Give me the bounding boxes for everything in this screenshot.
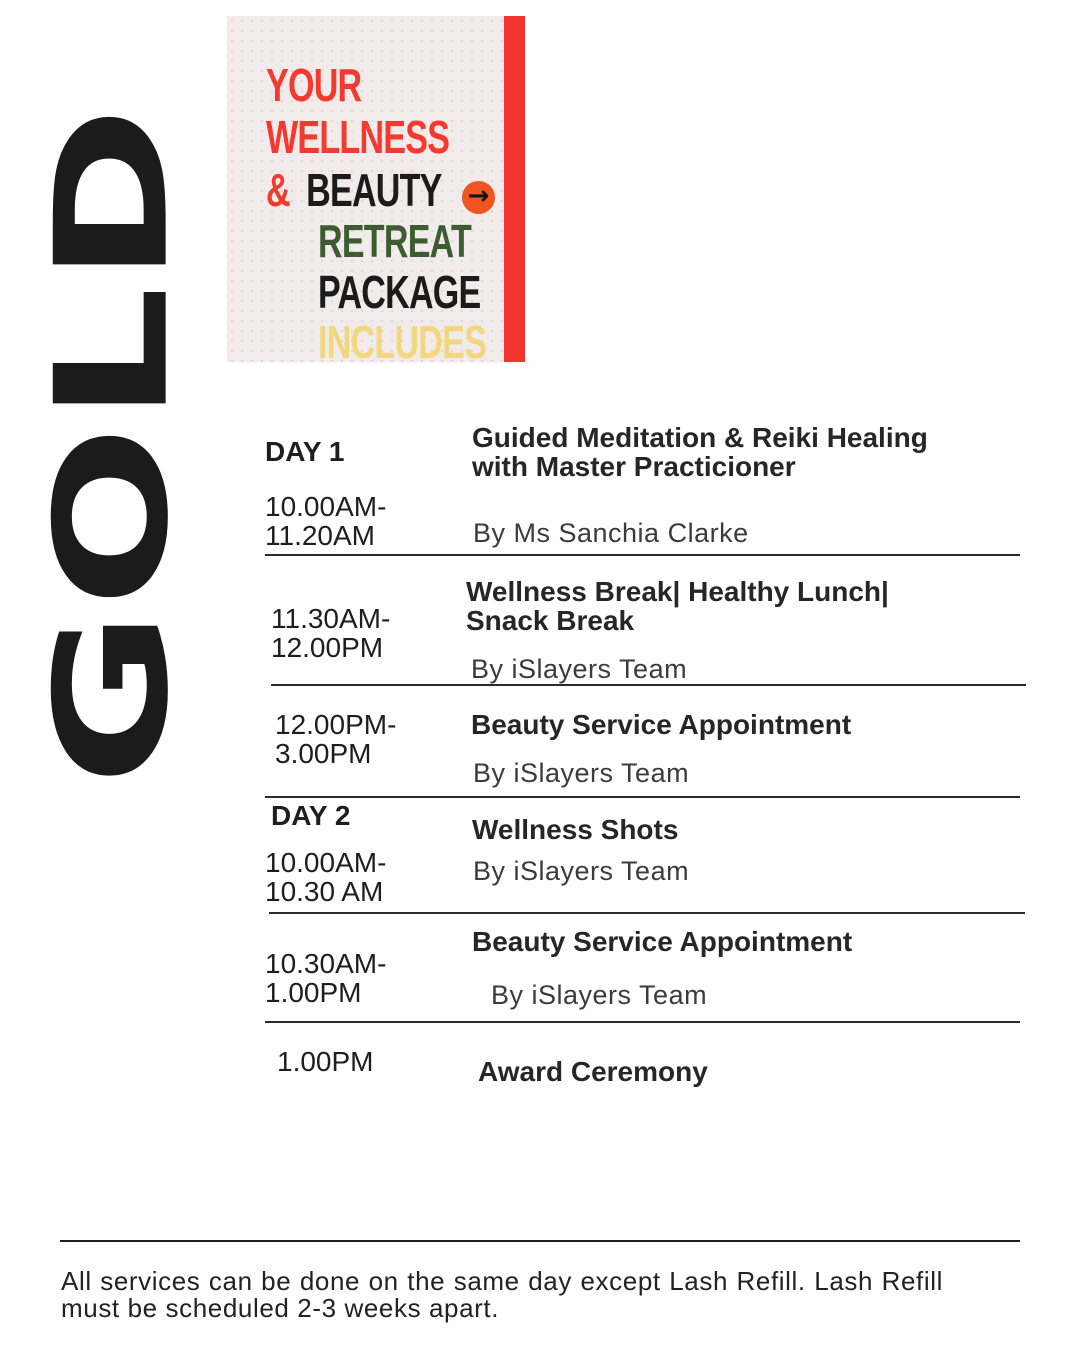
item-2-time: 11.30AM- 12.00PM [271, 603, 391, 663]
promo-line-includes: INCLUDES [318, 316, 487, 362]
item-5-time: 10.30AM- 1.00PM [265, 948, 387, 1008]
promo-line-wellness: WELLNESS [266, 111, 450, 163]
item-3-by: By iSlayers Team [473, 758, 690, 788]
footer-note: All services can be done on the same day except Lash Refill. Lash Refill must be scheduled 2-3 weeks apart. [61, 1266, 943, 1323]
gold-tier-label: GOLD [21, 103, 203, 787]
item-5-by: By iSlayers Team [491, 980, 708, 1010]
item-4-title: Wellness Shots [472, 814, 679, 845]
day-2-label: DAY 2 [271, 800, 351, 831]
promo-line-retreat: RETREAT [318, 215, 472, 267]
item-5-title: Beauty Service Appointment [472, 926, 853, 957]
item-4-time: 10.00AM- 10.30 AM [265, 847, 387, 907]
item-4-by: By iSlayers Team [473, 856, 690, 886]
divider [265, 796, 1020, 798]
promo-line-beauty [266, 165, 442, 215]
item-6-time: 1.00PM [277, 1046, 374, 1077]
divider [269, 912, 1025, 914]
item-2-title: Wellness Break| Healthy Lunch| Snack Break [466, 576, 889, 636]
ampersand: & [266, 164, 290, 216]
item-1-time: 10.00AM- 11.20AM [265, 491, 387, 551]
promo-line-your: YOUR [266, 59, 362, 111]
beauty-word: BEAUTY [306, 164, 442, 216]
divider [265, 554, 1020, 556]
item-1-by: By Ms Sanchia Clarke [473, 518, 749, 548]
item-1-title: Guided Meditation & Reiki Healing with Master Practicioner [472, 422, 928, 482]
item-2-by: By iSlayers Team [471, 654, 688, 684]
divider [271, 684, 1026, 686]
promo-red-bar [504, 16, 525, 362]
divider [265, 1021, 1020, 1023]
footer-divider [60, 1240, 1020, 1242]
item-3-title: Beauty Service Appointment [471, 709, 852, 740]
item-3-time: 12.00PM- 3.00PM [275, 709, 397, 769]
promo-graphic [227, 16, 525, 362]
item-6-title: Award Ceremony [478, 1056, 708, 1087]
day-1-label: DAY 1 [265, 436, 345, 467]
promo-line-package: PACKAGE [318, 266, 481, 318]
arrow-right-icon: → [462, 181, 495, 214]
